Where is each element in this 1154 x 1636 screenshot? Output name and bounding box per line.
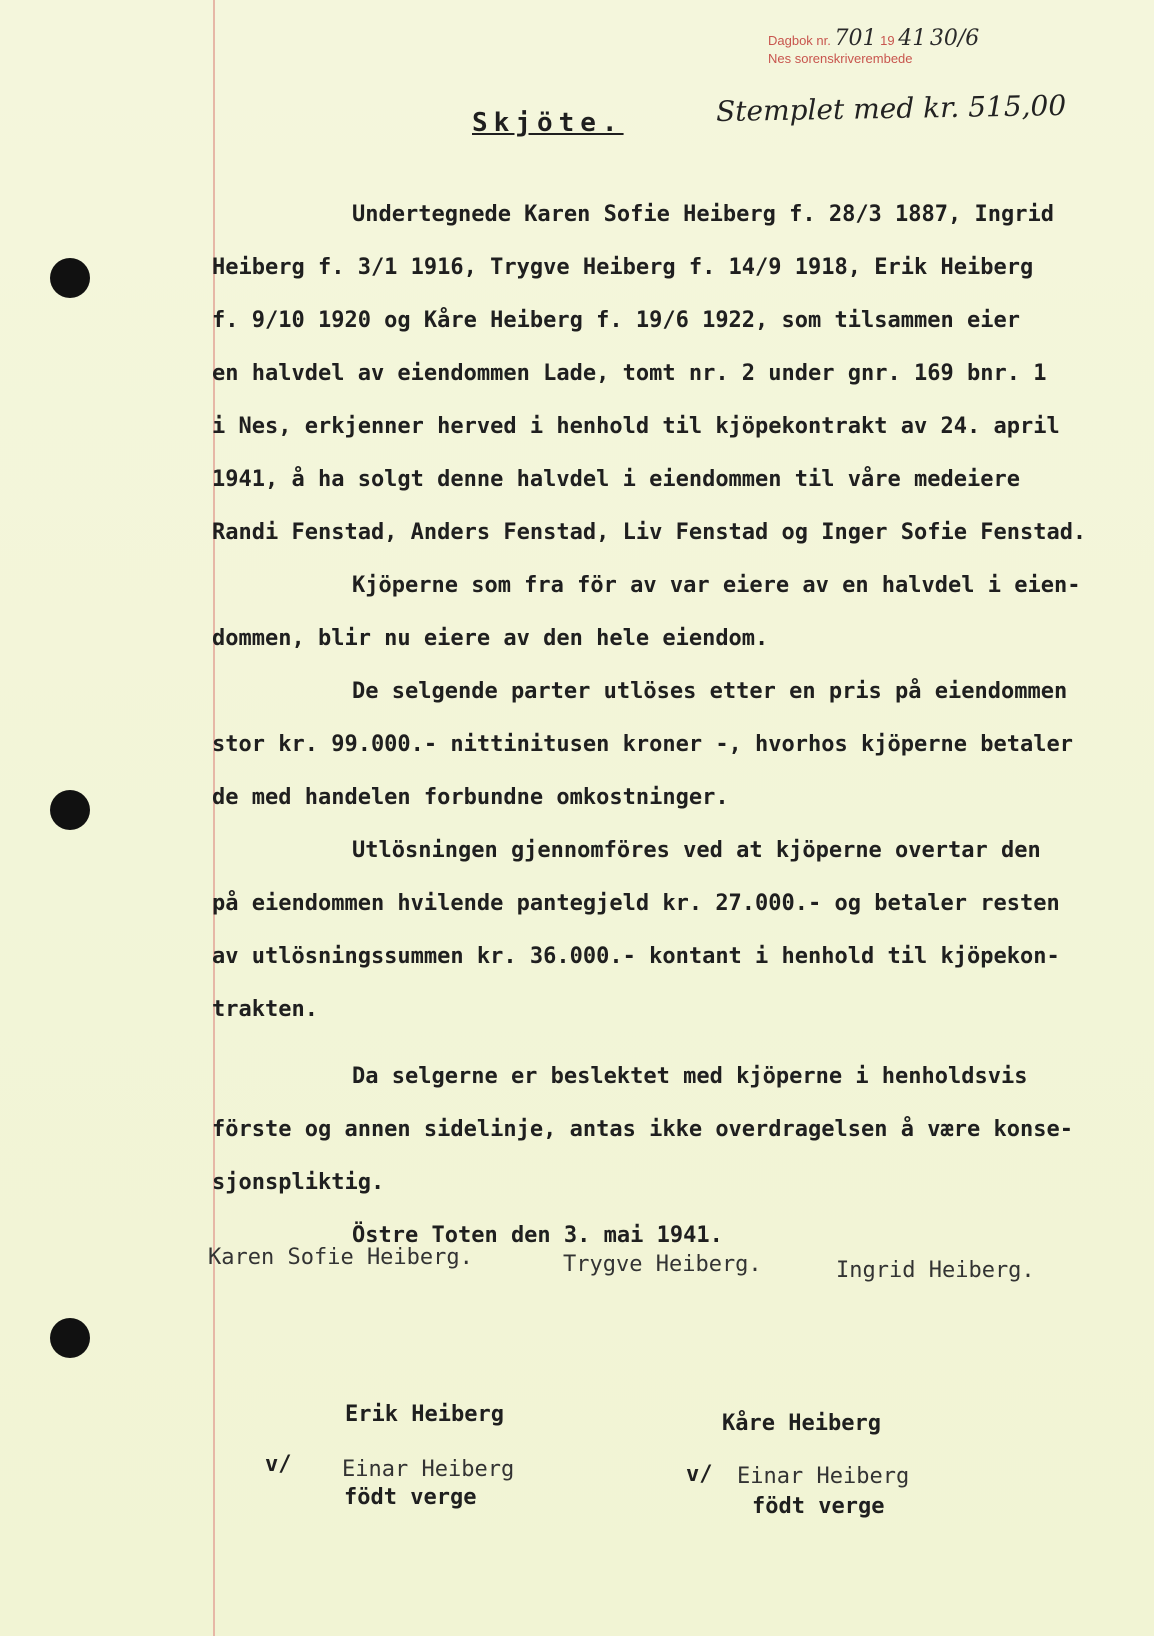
text-line: på eiendommen hvilende pantegjeld kr. 27.000.- og betaler resten: [212, 891, 1060, 916]
name-kare: Kåre Heiberg: [722, 1411, 881, 1436]
on-behalf-1: v/: [265, 1452, 292, 1477]
text-line: 1941, å ha solgt denne halvdel i eiendommen til våre medeiere: [212, 467, 1020, 492]
text-line: de med handelen forbundne omkostninger.: [212, 785, 729, 810]
text-line: dommen, blir nu eiere av den hele eiendom.: [212, 626, 769, 651]
text-line: i Nes, erkjenner herved i henhold til kjöpekontrakt av 24. april: [212, 414, 1060, 439]
text-line: Kjöperne som fra för av var eiere av en halvdel i eien-: [352, 573, 1081, 598]
paragraph-3: [212, 665, 1112, 824]
stamp-date: 30/6: [929, 26, 980, 51]
paragraph-5: [212, 1050, 1112, 1209]
stamp-number: 701: [834, 26, 877, 51]
signature-trygve: Trygve Heiberg.: [563, 1252, 762, 1277]
punch-hole: [50, 790, 90, 830]
text-line: Undertegnede Karen Sofie Heiberg f. 28/3 1887, Ingrid: [352, 202, 1054, 227]
paragraph-4: [212, 824, 1112, 1036]
paragraph-2: [212, 559, 1112, 665]
text-line: sjonspliktig.: [212, 1170, 385, 1195]
text-line: av utlösningssummen kr. 36.000.- kontant i henhold til kjöpekon-: [212, 944, 1060, 969]
text-line: Randi Fenstad, Anders Fenstad, Liv Fenstad og Inger Sofie Fenstad.: [212, 520, 1087, 545]
text-line: förste og annen sidelinje, antas ikke overdragelsen å være konse-: [212, 1117, 1073, 1142]
text-line: trakten.: [212, 997, 318, 1022]
text-line: Östre Toten den 3. mai 1941.: [352, 1223, 723, 1248]
signature-karen: Karen Sofie Heiberg.: [208, 1245, 473, 1270]
punch-hole: [50, 258, 90, 298]
text-line: stor kr. 99.000.- nittinitusen kroner -, hvorhos kjöperne betaler: [212, 732, 1073, 757]
on-behalf-2: v/: [686, 1462, 713, 1487]
text-line: Da selgerne er beslektet med kjöperne i henholdsvis: [352, 1064, 1028, 1089]
guardian-1: födt verge: [344, 1485, 477, 1510]
signature-einar-1: Einar Heiberg: [342, 1457, 515, 1482]
document-title: Skjöte.: [472, 108, 624, 138]
stamp-label: Dagbok nr.: [768, 33, 831, 48]
text-line: f. 9/10 1920 og Kåre Heiberg f. 19/6 1922, som tilsammen eier: [212, 308, 1020, 333]
text-line: Heiberg f. 3/1 1916, Trygve Heiberg f. 14/9 1918, Erik Heiberg: [212, 255, 1034, 280]
paragraph-1: [212, 188, 1112, 559]
name-erik: Erik Heiberg: [345, 1402, 504, 1427]
text-line: Utlösningen gjennomföres ved at kjöperne overtar den: [352, 838, 1041, 863]
handwritten-note: Stemplet med kr. 515,00: [715, 88, 1067, 129]
document-body: [212, 188, 1112, 1262]
guardian-2: födt verge: [752, 1494, 885, 1519]
punch-hole: [50, 1318, 90, 1358]
signature-einar-2: Einar Heiberg: [737, 1464, 910, 1489]
registry-stamp: [768, 26, 980, 68]
stamp-year-prefix: 19: [880, 33, 895, 48]
text-line: De selgende parter utlöses etter en pris på eiendommen: [352, 679, 1068, 704]
stamp-office: Nes sorenskriverembede: [768, 51, 913, 66]
stamp-year: 41: [898, 26, 927, 51]
text-line: en halvdel av eiendommen Lade, tomt nr. 2 under gnr. 169 bnr. 1: [212, 361, 1047, 386]
signature-ingrid: Ingrid Heiberg.: [836, 1258, 1035, 1283]
